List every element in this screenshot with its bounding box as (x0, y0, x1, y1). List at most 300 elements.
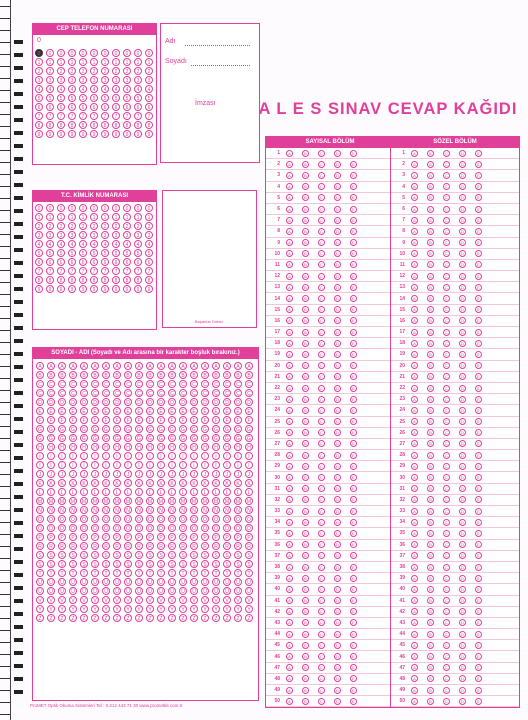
letter-bubble[interactable]: C (223, 380, 231, 388)
letter-bubble[interactable]: Z (179, 614, 187, 622)
letter-bubble[interactable]: G (168, 425, 176, 433)
answer-bubble[interactable]: E (350, 317, 357, 324)
tc-digit-bubble[interactable]: 9 (46, 285, 54, 293)
letter-bubble[interactable]: T (102, 569, 110, 577)
answer-bubble[interactable]: B (427, 329, 434, 336)
answer-bubble[interactable]: C (443, 463, 450, 470)
phone-digit-bubble[interactable]: 5 (46, 94, 54, 102)
answer-bubble[interactable]: B (427, 541, 434, 548)
answer-bubble[interactable]: B (302, 564, 309, 571)
letter-bubble[interactable]: P (135, 533, 143, 541)
answer-bubble[interactable]: C (443, 586, 450, 593)
letter-bubble[interactable]: L (201, 488, 209, 496)
answer-bubble[interactable]: A (286, 239, 293, 246)
letter-bubble[interactable]: L (91, 488, 99, 496)
tc-digit-bubble[interactable]: 7 (46, 267, 54, 275)
answer-bubble[interactable]: A (286, 440, 293, 447)
letter-bubble[interactable]: P (91, 533, 99, 541)
letter-bubble[interactable]: C (157, 380, 165, 388)
letter-bubble[interactable]: P (234, 533, 242, 541)
tc-digit-bubble[interactable]: 7 (134, 267, 142, 275)
letter-bubble[interactable]: I (168, 452, 176, 460)
tc-digit-bubble[interactable]: 5 (101, 249, 109, 257)
answer-bubble[interactable]: B (302, 306, 309, 313)
letter-bubble[interactable]: A (135, 362, 143, 370)
phone-digit-bubble[interactable]: 6 (101, 103, 109, 111)
answer-bubble[interactable]: E (350, 161, 357, 168)
answer-bubble[interactable]: C (318, 183, 325, 190)
answer-bubble[interactable]: D (334, 687, 341, 694)
letter-bubble[interactable]: D (190, 398, 198, 406)
letter-bubble[interactable]: R (245, 542, 253, 550)
letter-bubble[interactable]: N (212, 506, 220, 514)
phone-digit-bubble[interactable]: 9 (68, 130, 76, 138)
answer-bubble[interactable]: C (318, 698, 325, 705)
letter-bubble[interactable]: U (36, 578, 44, 586)
answer-bubble[interactable]: B (427, 619, 434, 626)
answer-bubble[interactable]: D (334, 217, 341, 224)
answer-bubble[interactable]: E (350, 217, 357, 224)
letter-bubble[interactable]: N (113, 506, 121, 514)
letter-bubble[interactable]: P (168, 533, 176, 541)
letter-bubble[interactable]: T (201, 569, 209, 577)
answer-bubble[interactable]: E (475, 541, 482, 548)
answer-bubble[interactable]: A (286, 608, 293, 615)
letter-bubble[interactable]: J (124, 470, 132, 478)
phone-digit-bubble[interactable]: 2 (79, 67, 87, 75)
answer-bubble[interactable]: E (475, 407, 482, 414)
answer-bubble[interactable]: A (286, 508, 293, 515)
answer-bubble[interactable]: C (443, 340, 450, 347)
tc-digit-bubble[interactable]: 6 (57, 258, 65, 266)
letter-bubble[interactable]: M (92, 499, 98, 505)
answer-bubble[interactable]: E (475, 619, 482, 626)
answer-bubble[interactable]: A (411, 172, 418, 179)
letter-bubble[interactable]: I (91, 452, 99, 460)
tc-digit-bubble[interactable]: 1 (68, 213, 76, 221)
phone-digit-bubble[interactable]: 1 (123, 58, 131, 66)
letter-bubble[interactable]: Ü (223, 587, 231, 595)
answer-bubble[interactable]: A (411, 407, 418, 414)
letter-bubble[interactable]: T (135, 569, 143, 577)
answer-bubble[interactable]: D (459, 250, 466, 257)
letter-bubble[interactable]: N (102, 506, 110, 514)
answer-bubble[interactable]: B (427, 597, 434, 604)
answer-bubble[interactable]: D (459, 429, 466, 436)
ad-field[interactable] (185, 45, 250, 46)
letter-bubble[interactable]: C (80, 380, 88, 388)
letter-bubble[interactable]: Ç (102, 389, 110, 397)
tc-digit-bubble[interactable]: 2 (90, 222, 98, 230)
letter-bubble[interactable]: U (168, 578, 176, 586)
answer-bubble[interactable]: C (443, 519, 450, 526)
answer-bubble[interactable]: E (475, 295, 482, 302)
answer-bubble[interactable]: A (286, 385, 293, 392)
tc-digit-bubble[interactable]: 9 (134, 285, 142, 293)
answer-bubble[interactable]: A (286, 217, 293, 224)
answer-bubble[interactable]: D (459, 642, 466, 649)
phone-digit-bubble[interactable]: 1 (134, 58, 142, 66)
answer-bubble[interactable]: D (459, 508, 466, 515)
answer-bubble[interactable]: C (443, 619, 450, 626)
letter-bubble[interactable]: J (223, 470, 231, 478)
answer-bubble[interactable]: E (350, 206, 357, 213)
letter-bubble[interactable]: A (113, 362, 121, 370)
answer-bubble[interactable]: E (475, 373, 482, 380)
letter-bubble[interactable]: Ü (91, 587, 99, 595)
letter-bubble[interactable]: Z (124, 614, 132, 622)
phone-digit-bubble[interactable]: 2 (35, 67, 43, 75)
answer-bubble[interactable]: C (443, 261, 450, 268)
letter-bubble[interactable]: I (146, 452, 154, 460)
answer-bubble[interactable]: C (318, 519, 325, 526)
answer-bubble[interactable]: E (475, 273, 482, 280)
letter-bubble[interactable]: F (223, 416, 231, 424)
letter-bubble[interactable]: Y (157, 605, 165, 613)
answer-bubble[interactable]: B (302, 183, 309, 190)
tc-digit-bubble[interactable]: 0 (90, 204, 98, 212)
letter-bubble[interactable]: C (102, 380, 110, 388)
letter-bubble[interactable]: D (168, 398, 176, 406)
answer-bubble[interactable]: A (411, 228, 418, 235)
tc-digit-bubble[interactable]: 7 (90, 267, 98, 275)
answer-bubble[interactable]: A (286, 496, 293, 503)
phone-digit-bubble[interactable]: 6 (145, 103, 153, 111)
answer-bubble[interactable]: B (302, 619, 309, 626)
letter-bubble[interactable]: R (47, 542, 55, 550)
answer-bubble[interactable]: A (411, 284, 418, 291)
tc-digit-bubble[interactable]: 6 (101, 258, 109, 266)
letter-bubble[interactable]: R (80, 542, 88, 550)
phone-digit-bubble[interactable]: 8 (46, 121, 54, 129)
letter-bubble[interactable]: V (135, 596, 143, 604)
answer-bubble[interactable]: A (411, 295, 418, 302)
answer-bubble[interactable]: B (302, 675, 309, 682)
letter-bubble[interactable]: H (124, 443, 132, 451)
letter-bubble[interactable]: R (179, 542, 187, 550)
answer-bubble[interactable]: E (475, 485, 482, 492)
answer-bubble[interactable]: A (286, 530, 293, 537)
answer-bubble[interactable]: B (427, 452, 434, 459)
answer-bubble[interactable]: B (427, 653, 434, 660)
answer-bubble[interactable]: E (350, 664, 357, 671)
answer-bubble[interactable]: E (350, 340, 357, 347)
answer-bubble[interactable]: B (302, 687, 309, 694)
answer-bubble[interactable]: A (286, 373, 293, 380)
letter-bubble[interactable]: Ö (80, 524, 88, 532)
letter-bubble[interactable]: L (47, 488, 55, 496)
letter-bubble[interactable]: J (157, 470, 165, 478)
answer-bubble[interactable]: A (411, 239, 418, 246)
phone-digit-bubble[interactable]: 9 (79, 130, 87, 138)
letter-bubble[interactable]: Y (223, 605, 231, 613)
letter-bubble[interactable]: J (36, 470, 44, 478)
phone-digit-bubble[interactable]: 3 (46, 76, 54, 84)
letter-bubble[interactable]: P (245, 533, 253, 541)
letter-bubble[interactable]: D (80, 398, 88, 406)
letter-bubble[interactable]: İ (80, 461, 88, 469)
answer-bubble[interactable]: E (475, 597, 482, 604)
answer-bubble[interactable]: B (427, 418, 434, 425)
letter-bubble[interactable]: S (102, 551, 110, 559)
answer-bubble[interactable]: A (411, 586, 418, 593)
answer-bubble[interactable]: B (427, 429, 434, 436)
letter-bubble[interactable]: A (47, 362, 55, 370)
letter-bubble[interactable]: P (69, 533, 77, 541)
answer-bubble[interactable]: A (286, 206, 293, 213)
letter-bubble[interactable]: I (201, 452, 209, 460)
letter-bubble[interactable]: T (113, 569, 121, 577)
answer-bubble[interactable]: D (459, 217, 466, 224)
answer-bubble[interactable]: A (411, 530, 418, 537)
answer-bubble[interactable]: A (411, 552, 418, 559)
tc-digit-bubble[interactable]: 3 (35, 231, 43, 239)
tc-digit-bubble[interactable]: 6 (46, 258, 54, 266)
answer-bubble[interactable]: E (350, 452, 357, 459)
phone-digit-bubble[interactable]: 8 (35, 121, 43, 129)
letter-bubble[interactable]: R (223, 542, 231, 550)
phone-digit-bubble[interactable]: 8 (112, 121, 120, 129)
answer-bubble[interactable]: B (302, 362, 309, 369)
letter-bubble[interactable]: A (168, 362, 176, 370)
letter-bubble[interactable]: Ç (91, 389, 99, 397)
answer-bubble[interactable]: D (334, 608, 341, 615)
letter-bubble[interactable]: P (58, 533, 66, 541)
answer-bubble[interactable]: B (302, 586, 309, 593)
letter-bubble[interactable]: Ğ (212, 434, 220, 442)
letter-bubble[interactable]: V (190, 596, 198, 604)
letter-bubble[interactable]: F (58, 416, 66, 424)
letter-bubble[interactable]: Y (245, 605, 253, 613)
answer-bubble[interactable]: C (443, 508, 450, 515)
letter-bubble[interactable]: O (201, 515, 209, 523)
answer-bubble[interactable]: B (302, 474, 309, 481)
answer-bubble[interactable]: D (459, 306, 466, 313)
letter-bubble[interactable]: Ş (80, 560, 88, 568)
letter-bubble[interactable]: A (58, 362, 66, 370)
letter-bubble[interactable]: B (223, 371, 231, 379)
letter-bubble[interactable]: O (168, 515, 176, 523)
tc-digit-bubble[interactable]: 9 (57, 285, 65, 293)
answer-bubble[interactable]: D (459, 228, 466, 235)
phone-digit-bubble[interactable]: 9 (46, 130, 54, 138)
letter-bubble[interactable]: S (124, 551, 132, 559)
answer-bubble[interactable]: A (411, 362, 418, 369)
answer-bubble[interactable]: A (286, 228, 293, 235)
phone-digit-bubble[interactable]: 7 (134, 112, 142, 120)
answer-bubble[interactable]: C (443, 675, 450, 682)
letter-bubble[interactable]: İ (124, 461, 132, 469)
letter-bubble[interactable]: M (136, 499, 142, 505)
answer-bubble[interactable]: A (411, 496, 418, 503)
letter-bubble[interactable]: V (212, 596, 220, 604)
letter-bubble[interactable]: U (124, 578, 132, 586)
answer-bubble[interactable]: C (318, 385, 325, 392)
tc-digit-bubble[interactable]: 2 (68, 222, 76, 230)
tc-digit-bubble[interactable]: 3 (134, 231, 142, 239)
answer-bubble[interactable]: C (443, 418, 450, 425)
tc-digit-bubble[interactable]: 7 (123, 267, 131, 275)
answer-bubble[interactable]: B (427, 362, 434, 369)
answer-bubble[interactable]: D (459, 329, 466, 336)
answer-bubble[interactable]: A (286, 317, 293, 324)
answer-bubble[interactable]: E (350, 250, 357, 257)
answer-bubble[interactable]: D (459, 440, 466, 447)
answer-bubble[interactable]: C (318, 329, 325, 336)
answer-bubble[interactable]: A (286, 429, 293, 436)
letter-bubble[interactable]: U (157, 578, 165, 586)
answer-bubble[interactable]: C (318, 317, 325, 324)
letter-bubble[interactable]: F (36, 416, 44, 424)
tc-digit-bubble[interactable]: 1 (123, 213, 131, 221)
letter-bubble[interactable]: Ş (179, 560, 187, 568)
letter-bubble[interactable]: P (124, 533, 132, 541)
answer-bubble[interactable]: B (302, 317, 309, 324)
letter-bubble[interactable]: Ö (212, 524, 220, 532)
answer-bubble[interactable]: A (286, 295, 293, 302)
answer-bubble[interactable]: E (475, 653, 482, 660)
answer-bubble[interactable]: E (350, 261, 357, 268)
answer-bubble[interactable]: C (318, 362, 325, 369)
answer-bubble[interactable]: E (350, 273, 357, 280)
answer-bubble[interactable]: B (302, 418, 309, 425)
phone-digit-bubble[interactable]: 6 (123, 103, 131, 111)
answer-bubble[interactable]: B (427, 183, 434, 190)
letter-bubble[interactable]: Ç (80, 389, 88, 397)
answer-bubble[interactable]: D (334, 474, 341, 481)
answer-bubble[interactable]: B (427, 273, 434, 280)
letter-bubble[interactable]: İ (69, 461, 77, 469)
letter-bubble[interactable]: S (245, 551, 253, 559)
answer-bubble[interactable]: D (459, 150, 466, 157)
letter-bubble[interactable]: M (103, 499, 109, 505)
letter-bubble[interactable]: C (201, 380, 209, 388)
tc-digit-bubble[interactable]: 0 (134, 204, 142, 212)
letter-bubble[interactable]: T (223, 569, 231, 577)
phone-digit-bubble[interactable]: 3 (145, 76, 153, 84)
answer-bubble[interactable]: A (286, 687, 293, 694)
answer-bubble[interactable]: D (334, 317, 341, 324)
answer-bubble[interactable]: E (475, 698, 482, 705)
answer-bubble[interactable]: D (334, 295, 341, 302)
letter-bubble[interactable]: G (146, 425, 154, 433)
letter-bubble[interactable]: L (212, 488, 220, 496)
letter-bubble[interactable]: Z (245, 614, 253, 622)
letter-bubble[interactable]: E (212, 407, 220, 415)
phone-digit-bubble[interactable]: 5 (123, 94, 131, 102)
letter-bubble[interactable]: O (179, 515, 187, 523)
answer-bubble[interactable]: A (411, 687, 418, 694)
answer-bubble[interactable]: B (427, 407, 434, 414)
tc-digit-bubble[interactable]: 4 (46, 240, 54, 248)
letter-bubble[interactable]: P (146, 533, 154, 541)
tc-digit-bubble[interactable]: 1 (46, 213, 54, 221)
answer-bubble[interactable]: E (350, 385, 357, 392)
answer-bubble[interactable]: C (318, 239, 325, 246)
letter-bubble[interactable]: B (179, 371, 187, 379)
letter-bubble[interactable]: İ (179, 461, 187, 469)
letter-bubble[interactable]: G (245, 425, 253, 433)
tc-digit-bubble[interactable]: 1 (35, 213, 43, 221)
answer-bubble[interactable]: C (443, 385, 450, 392)
answer-bubble[interactable]: E (475, 575, 482, 582)
answer-bubble[interactable]: D (459, 362, 466, 369)
letter-bubble[interactable]: K (146, 479, 154, 487)
letter-bubble[interactable]: Z (69, 614, 77, 622)
answer-bubble[interactable]: B (427, 340, 434, 347)
answer-bubble[interactable]: D (334, 273, 341, 280)
letter-bubble[interactable]: H (47, 443, 55, 451)
letter-bubble[interactable]: Ö (113, 524, 121, 532)
phone-digit-bubble[interactable]: 7 (35, 112, 43, 120)
answer-bubble[interactable]: C (318, 396, 325, 403)
answer-bubble[interactable]: E (475, 385, 482, 392)
answer-bubble[interactable]: E (475, 631, 482, 638)
answer-bubble[interactable]: B (427, 217, 434, 224)
answer-bubble[interactable]: A (286, 284, 293, 291)
letter-bubble[interactable]: F (179, 416, 187, 424)
tc-digit-bubble[interactable]: 5 (112, 249, 120, 257)
letter-bubble[interactable]: Ş (91, 560, 99, 568)
letter-bubble[interactable]: L (234, 488, 242, 496)
phone-digit-bubble[interactable]: 0 (145, 49, 153, 57)
answer-bubble[interactable]: A (286, 452, 293, 459)
letter-bubble[interactable]: M (235, 499, 241, 505)
answer-bubble[interactable]: A (411, 418, 418, 425)
letter-bubble[interactable]: V (245, 596, 253, 604)
answer-bubble[interactable]: D (334, 463, 341, 470)
letter-bubble[interactable]: G (58, 425, 66, 433)
answer-bubble[interactable]: E (350, 295, 357, 302)
letter-bubble[interactable]: C (245, 380, 253, 388)
answer-bubble[interactable]: A (286, 619, 293, 626)
answer-bubble[interactable]: D (334, 586, 341, 593)
tc-digit-bubble[interactable]: 9 (145, 285, 153, 293)
letter-bubble[interactable]: K (36, 479, 44, 487)
tc-digit-bubble[interactable]: 8 (123, 276, 131, 284)
answer-bubble[interactable]: A (411, 642, 418, 649)
phone-digit-bubble[interactable]: 2 (57, 67, 65, 75)
letter-bubble[interactable]: E (223, 407, 231, 415)
answer-bubble[interactable]: E (350, 228, 357, 235)
phone-digit-bubble[interactable]: 5 (101, 94, 109, 102)
answer-bubble[interactable]: A (411, 217, 418, 224)
letter-bubble[interactable]: Ş (102, 560, 110, 568)
phone-digit-bubble[interactable]: 1 (112, 58, 120, 66)
answer-bubble[interactable]: D (459, 530, 466, 537)
answer-bubble[interactable]: E (350, 373, 357, 380)
letter-bubble[interactable]: İ (135, 461, 143, 469)
letter-bubble[interactable]: Y (113, 605, 121, 613)
answer-bubble[interactable]: B (302, 508, 309, 515)
answer-bubble[interactable]: C (443, 541, 450, 548)
letter-bubble[interactable]: Ş (135, 560, 143, 568)
answer-bubble[interactable]: E (350, 429, 357, 436)
tc-digit-bubble[interactable]: 2 (79, 222, 87, 230)
letter-bubble[interactable]: V (146, 596, 154, 604)
answer-bubble[interactable]: A (411, 385, 418, 392)
answer-bubble[interactable]: A (286, 362, 293, 369)
answer-bubble[interactable]: C (443, 653, 450, 660)
letter-bubble[interactable]: Ğ (201, 434, 209, 442)
letter-bubble[interactable]: Ö (69, 524, 77, 532)
letter-bubble[interactable]: N (245, 506, 253, 514)
phone-digit-bubble[interactable]: 0 (68, 49, 76, 57)
answer-bubble[interactable]: D (334, 440, 341, 447)
answer-bubble[interactable]: E (475, 172, 482, 179)
answer-bubble[interactable]: A (411, 675, 418, 682)
answer-bubble[interactable]: D (459, 407, 466, 414)
